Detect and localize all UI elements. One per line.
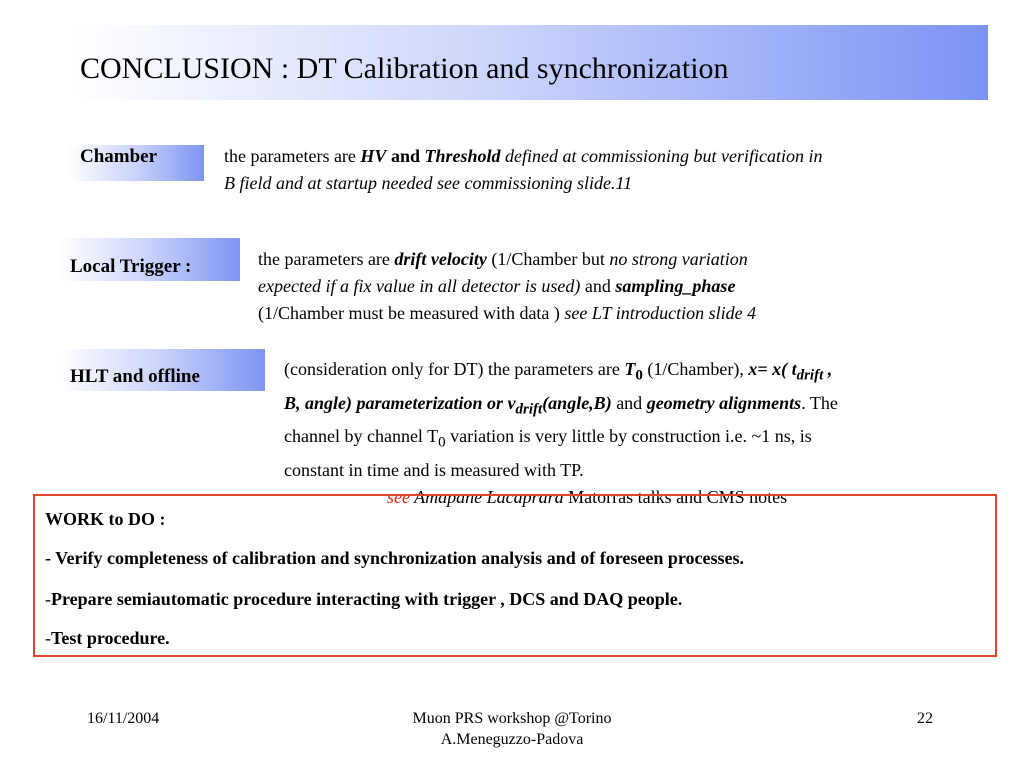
hlt-line-5: see Amapane Lacaprara Matorras talks and CMS notes — [387, 486, 788, 507]
hlt-label: HLT and offline — [70, 366, 200, 387]
hlt-line-2: B, angle) parameterization or $v_{drift}(angle,B)$ and geometry alignments. The — [284, 392, 838, 418]
hlt-text — [284, 356, 838, 511]
chamber-label-box — [68, 145, 204, 181]
chamber-text — [224, 143, 822, 197]
footer-date: 16/11/2004 — [87, 710, 160, 727]
hlt-line-3: channel by channel $T_0$ variation is very little by construction i.e. ~1 ns, is — [284, 426, 812, 451]
footer-event — [352, 708, 672, 750]
work-item-2: -Prepare semiautomatic procedure interacting with trigger , DCS and DAQ people. — [45, 589, 683, 609]
local-trigger-text — [258, 246, 756, 327]
local-trigger-line-2: expected if a fix value in all detector is used) and sampling_phase — [258, 276, 736, 296]
hlt-line-1: (consideration only for DT) the parameters are $T_0$ (1/Chamber), x= x( $t_{drift}$ , — [284, 359, 833, 384]
work-heading: WORK to DO : — [45, 509, 166, 529]
local-trigger-label-box — [59, 238, 240, 281]
chamber-line-2: B field and at startup needed see commissioning slide.11 — [224, 173, 633, 193]
footer-page-number: 22 — [917, 710, 933, 727]
work-item-1: - Verify completeness of calibration and synchronization analysis and of foreseen processes. — [45, 548, 745, 568]
local-trigger-label: Local Trigger : — [70, 256, 192, 277]
hlt-label-box — [59, 349, 265, 391]
work-item-3: -Test procedure. — [45, 628, 170, 648]
chamber-label: Chamber — [80, 146, 158, 167]
work-to-do-box — [33, 494, 997, 657]
hlt-line-4: constant in time and is measured with TP. — [284, 459, 584, 480]
title-bar — [68, 25, 988, 100]
local-trigger-line-1: the parameters are drift velocity (1/Chamber but no strong variation — [258, 249, 748, 269]
footer-event-line-2: A.Meneguzzo-Padova — [440, 731, 584, 748]
footer-event-line-1: Muon PRS workshop @Torino — [412, 710, 612, 727]
page-title: CONCLUSION : DT Calibration and synchronization — [80, 52, 729, 85]
local-trigger-line-3: (1/Chamber must be measured with data ) see LT introduction slide 4 — [258, 303, 757, 323]
chamber-line-1: the parameters are HV and Threshold defined at commissioning but verification in — [224, 146, 823, 166]
